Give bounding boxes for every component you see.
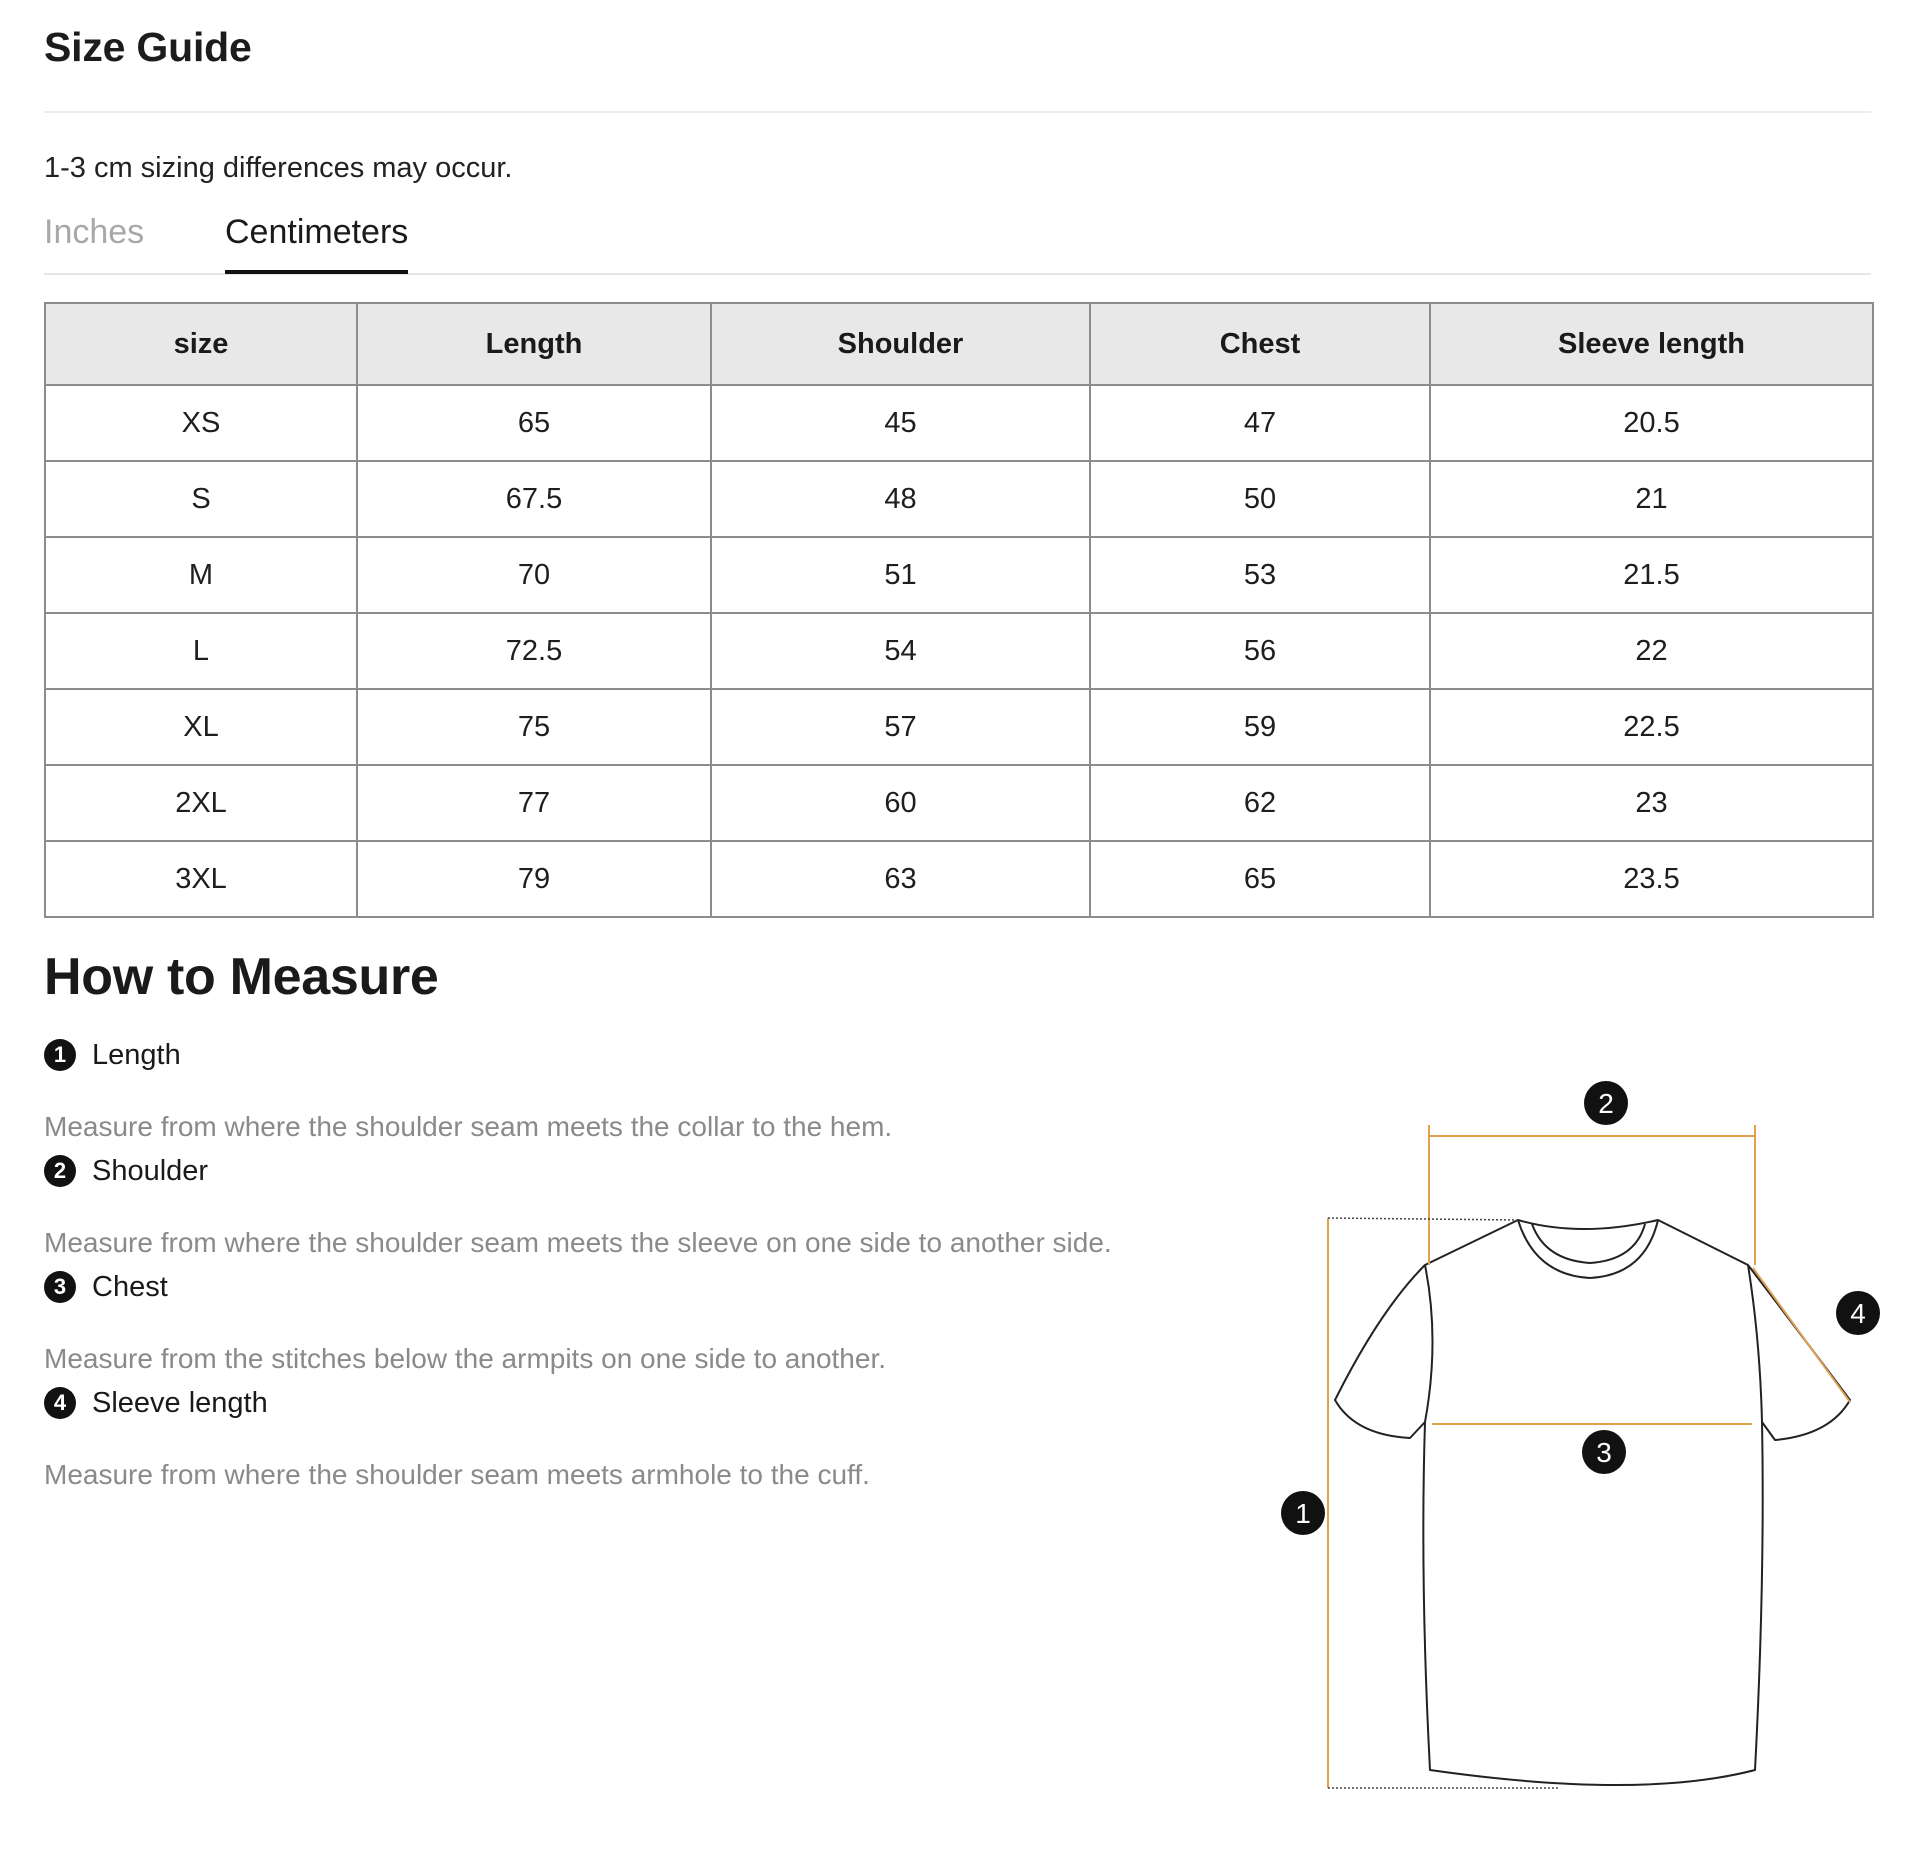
table-cell: 75 bbox=[357, 689, 711, 765]
column-header: size bbox=[45, 303, 357, 385]
table-cell: 62 bbox=[1090, 765, 1430, 841]
measure-item-sleeve-length bbox=[44, 1383, 1224, 1491]
table-cell: 51 bbox=[711, 537, 1090, 613]
table-row bbox=[45, 613, 1873, 689]
table-cell: 21.5 bbox=[1430, 537, 1873, 613]
table-cell: 59 bbox=[1090, 689, 1430, 765]
number-1-badge-icon: 1 bbox=[44, 1039, 76, 1071]
table-cell: 63 bbox=[711, 841, 1090, 917]
table-cell: 48 bbox=[711, 461, 1090, 537]
table-cell: 67.5 bbox=[357, 461, 711, 537]
table-cell: 23 bbox=[1430, 765, 1873, 841]
table-cell: 45 bbox=[711, 385, 1090, 461]
table-row bbox=[45, 689, 1873, 765]
tab-centimeters[interactable]: Centimeters bbox=[225, 213, 408, 274]
tshirt-measurement-diagram bbox=[1260, 1060, 1900, 1820]
table-cell: 22 bbox=[1430, 613, 1873, 689]
table-cell: 57 bbox=[711, 689, 1090, 765]
tshirt-outline-icon bbox=[1335, 1220, 1850, 1785]
measure-item-chest bbox=[44, 1267, 1224, 1375]
table-cell: 50 bbox=[1090, 461, 1430, 537]
marker-label: 4 bbox=[1850, 1298, 1866, 1329]
page-title: Size Guide bbox=[44, 24, 252, 70]
table-cell: 22.5 bbox=[1430, 689, 1873, 765]
table-cell: 60 bbox=[711, 765, 1090, 841]
measure-name: Shoulder bbox=[92, 1154, 209, 1187]
number-4-badge-icon: 4 bbox=[44, 1387, 76, 1419]
size-table bbox=[44, 302, 1874, 918]
table-row bbox=[45, 765, 1873, 841]
column-header: Shoulder bbox=[711, 303, 1090, 385]
table-cell: 79 bbox=[357, 841, 711, 917]
measure-item-shoulder bbox=[44, 1151, 1224, 1259]
number-2-badge-icon: 2 bbox=[44, 1155, 76, 1187]
marker-label: 1 bbox=[1295, 1498, 1311, 1529]
table-row bbox=[45, 385, 1873, 461]
marker-4-icon bbox=[1836, 1291, 1880, 1335]
marker-1-icon bbox=[1281, 1491, 1325, 1535]
table-cell: 56 bbox=[1090, 613, 1430, 689]
marker-2-icon bbox=[1584, 1081, 1628, 1125]
column-header: Chest bbox=[1090, 303, 1430, 385]
column-header: Length bbox=[357, 303, 711, 385]
marker-3-icon bbox=[1582, 1430, 1626, 1474]
table-cell: 65 bbox=[357, 385, 711, 461]
table-cell: 72.5 bbox=[357, 613, 711, 689]
table-cell: 23.5 bbox=[1430, 841, 1873, 917]
measure-name: Sleeve length bbox=[92, 1386, 268, 1419]
measure-description: Measure from where the shoulder seam meets the collar to the hem. bbox=[44, 1111, 893, 1142]
marker-label: 2 bbox=[1598, 1088, 1614, 1119]
measure-description: Measure from the stitches below the armpits on one side to another. bbox=[44, 1343, 887, 1374]
table-cell: 65 bbox=[1090, 841, 1430, 917]
measure-item-length bbox=[44, 1035, 1224, 1143]
table-row bbox=[45, 461, 1873, 537]
table-cell: 21 bbox=[1430, 461, 1873, 537]
title-divider bbox=[44, 111, 1871, 113]
table-cell: XL bbox=[45, 689, 357, 765]
table-cell: 53 bbox=[1090, 537, 1430, 613]
table-cell: M bbox=[45, 537, 357, 613]
how-to-measure-title: How to Measure bbox=[44, 948, 439, 1006]
table-row bbox=[45, 841, 1873, 917]
measure-description: Measure from where the shoulder seam meets armhole to the cuff. bbox=[44, 1459, 870, 1490]
table-cell: 77 bbox=[357, 765, 711, 841]
number-3-badge-icon: 3 bbox=[44, 1271, 76, 1303]
measure-name: Length bbox=[92, 1038, 181, 1071]
table-cell: 3XL bbox=[45, 841, 357, 917]
column-header: Sleeve length bbox=[1430, 303, 1873, 385]
table-cell: 20.5 bbox=[1430, 385, 1873, 461]
sizing-note: 1-3 cm sizing differences may occur. bbox=[44, 152, 513, 184]
table-cell: L bbox=[45, 613, 357, 689]
tab-inches[interactable]: Inches bbox=[44, 213, 145, 251]
table-cell: XS bbox=[45, 385, 357, 461]
table-cell: 70 bbox=[357, 537, 711, 613]
measure-name: Chest bbox=[92, 1270, 168, 1303]
unit-tabs bbox=[44, 213, 1871, 275]
table-row bbox=[45, 537, 1873, 613]
table-cell: S bbox=[45, 461, 357, 537]
table-cell: 2XL bbox=[45, 765, 357, 841]
table-cell: 54 bbox=[711, 613, 1090, 689]
measure-description: Measure from where the shoulder seam meets the sleeve on one side to another side. bbox=[44, 1227, 1112, 1258]
marker-label: 3 bbox=[1596, 1437, 1612, 1468]
table-cell: 47 bbox=[1090, 385, 1430, 461]
table-header-row bbox=[45, 303, 1873, 385]
